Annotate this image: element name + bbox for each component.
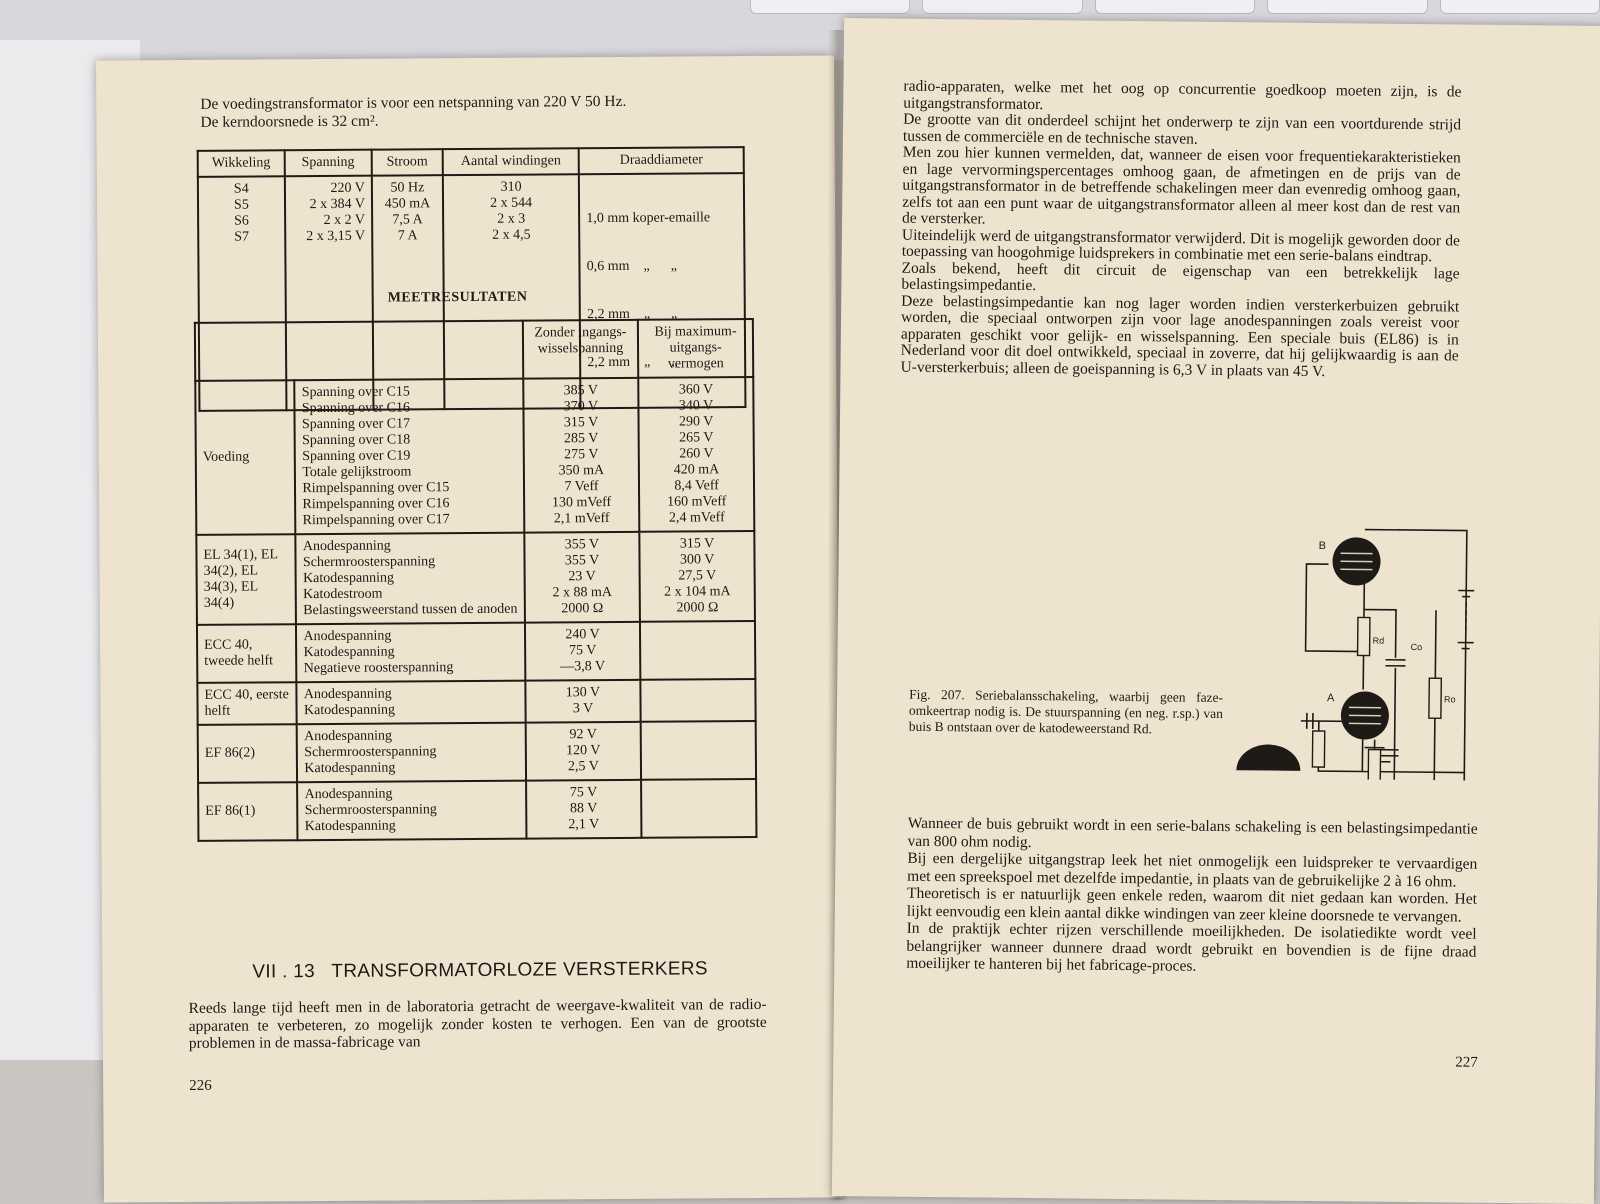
cell-line: 27,5 V: [647, 568, 748, 585]
table-header-row: [195, 319, 753, 381]
circuit-diagram: [1234, 508, 1483, 781]
cell-line: Schermroosterspanning: [303, 554, 517, 571]
cell-line: Katodespanning: [305, 818, 519, 835]
cell-line: 2000 Ω: [531, 601, 633, 618]
keyboard-key: [750, 0, 910, 14]
cell-line: 355 V: [531, 537, 633, 554]
cell-line: Anodespanning: [304, 686, 518, 703]
keyboard-key: [922, 0, 1082, 14]
cell-line: 2,1 mVeff: [531, 511, 633, 528]
results-table: [194, 318, 758, 842]
cell-line: 290 V: [646, 414, 747, 431]
label-tube-b: B: [1319, 540, 1326, 552]
paragraph: Theoretisch is er natuurlijk geen enkele reden, waarom dit niet gedaan kan worden. Het lijkt eenvoudig een klein aantal dikke windingen van zeer kleine doorsnede te vervangen.: [907, 885, 1477, 926]
cell-line: 310: [450, 179, 572, 196]
label-rd: Rd: [1373, 636, 1385, 646]
table-row: [198, 721, 756, 783]
cell-line: 2 x 3: [450, 211, 572, 228]
cathode-capacitor-icon: [1380, 750, 1398, 756]
cell-line: Schermroosterspanning: [305, 802, 519, 819]
page-number: 227: [1455, 1054, 1478, 1071]
paragraph: Zoals bekend, heeft dit circuit de eigenschap van een betrekkelijk lage belastingsimpedantie.: [901, 260, 1459, 299]
cell-line: 360 V: [646, 382, 747, 399]
cell-line: 265 V: [646, 430, 747, 447]
intro-text: [200, 92, 744, 131]
group-name-cell: ECC 40, eerste helft: [197, 682, 297, 725]
cell-line: 2,1 V: [533, 817, 635, 834]
cell-line: Katodespanning: [304, 760, 518, 777]
cell-line: 2 x 384 V: [292, 197, 365, 214]
measurement-labels-cell: [297, 781, 526, 841]
cell-line: 7,5 A: [379, 212, 436, 228]
cell-line: Rimpelspanning over C15: [302, 480, 516, 497]
group-name-cell: EL 34(1), EL 34(2), EL 34(3), EL 34(4): [196, 534, 296, 625]
grid-resistor-icon: [1312, 731, 1324, 767]
label-tube-a: A: [1327, 692, 1335, 704]
cell-line: 450 mA: [379, 196, 436, 212]
speaker-icon: [1236, 744, 1300, 771]
cell-line: Spanning over C19: [302, 448, 516, 465]
cell-line: 350 mA: [530, 463, 632, 480]
col-header: Stroom: [372, 149, 443, 175]
keyboard-key: [1267, 0, 1427, 14]
table-row: [197, 679, 755, 725]
keyboard-key: [1095, 0, 1255, 14]
cell-line: 75 V: [532, 643, 634, 660]
cell-line: 385 V: [530, 383, 632, 400]
max-output-values-cell: [639, 377, 755, 532]
paragraph: Uiteindelijk werd de uitgangstransformator verwijderd. Dit is mogelijk geworden door de toepassing van hoogohmige luidsprekers in combinatie met een serie-balans eindtrap.: [902, 227, 1460, 266]
cell-line: Katodespanning: [304, 644, 518, 661]
cell-line: 240 V: [532, 627, 634, 644]
cell-line: 160 mVeff: [646, 494, 747, 511]
measurement-labels-cell: [297, 723, 526, 783]
cell-line: Spanning over C18: [302, 432, 516, 449]
cell-line: 2 x 544: [450, 195, 572, 212]
cell-line: 2,2 mm „ „: [587, 354, 738, 371]
cell-line: 370 V: [530, 399, 632, 416]
cell-line: 50 Hz: [379, 180, 436, 196]
cell-line: 7 A: [379, 228, 436, 244]
no-input-values-cell: [525, 622, 641, 681]
measurement-labels-cell: [296, 623, 525, 683]
cell-line: 0,6 mm „ „: [587, 258, 738, 275]
label-co: Co: [1411, 642, 1423, 652]
cell-line: 8,4 Veff: [646, 478, 747, 495]
cell-line: 2,2 mm „ „: [587, 306, 738, 323]
intro-line: De kerndoorsnede is 32 cm².: [200, 110, 744, 131]
no-input-values-cell: [523, 378, 640, 533]
table-row: [198, 779, 756, 841]
group-name-cell: EF 86(2): [198, 724, 298, 783]
cell-line: Spanning over C16: [302, 400, 516, 417]
bottom-paragraph: Reeds lange tijd heeft men in de laboratoria getracht de weergave-kwaliteit van de radio-apparaten te verbeteren, zo mogelijk zonder kosten te verhogen. Een van de grootste problemen in de massa-fabricage van: [189, 996, 767, 1053]
cell-line: Belastingsweerstand tussen de anoden: [303, 602, 517, 619]
cell-line: Negatieve roosterspanning: [304, 660, 518, 677]
table-row: [195, 377, 754, 535]
cell-line: Anodespanning: [303, 538, 517, 555]
cell-line: 300 V: [647, 552, 748, 569]
cell-line: 340 V: [646, 398, 747, 415]
label-ro: Ro: [1444, 694, 1456, 704]
measurement-labels-cell: [295, 379, 524, 535]
col-header: Spanning: [284, 150, 371, 177]
cell-line: 75 V: [533, 785, 635, 802]
cell-line: 260 V: [646, 446, 747, 463]
col-header: Aantal windingen: [443, 148, 579, 175]
max-output-values-cell: [641, 721, 756, 780]
col-header: Zonder ingangs-wisselspanning: [522, 320, 638, 379]
cell-line: —3,8 V: [532, 659, 634, 676]
cell-line: 2 x 2 V: [292, 213, 365, 230]
cell-line: 130 V: [532, 685, 634, 702]
right-text-block: [900, 79, 1461, 382]
no-input-values-cell: [524, 532, 640, 623]
no-input-values-cell: [526, 780, 642, 839]
keyboard-edge: [750, 0, 1600, 14]
intro-line: De voedingstransformator is voor een netspanning van 220 V 50 Hz.: [200, 92, 744, 113]
cell-line: 2 x 3,15 V: [292, 229, 365, 246]
cell-line: 355 V: [531, 553, 633, 570]
cathode-resistor-icon: [1368, 750, 1380, 781]
cell-line: 220 V: [292, 181, 365, 198]
wire: [1394, 668, 1395, 780]
cell-line: Katodestroom: [303, 586, 517, 603]
cell-line: S6: [205, 213, 278, 230]
figure-caption: Fig. 207. Seriebalansschakeling, waarbij geen faze-omkeertrap nodig is. De stuurspanning (en neg. r.sp.) van buis B ontstaan over de katodeweerstand Rd.: [909, 687, 1223, 738]
col-header: Wikkeling: [198, 150, 285, 177]
max-output-values-cell: [640, 621, 755, 680]
cell-line: 23 V: [531, 569, 633, 586]
cell-line: 2 x 88 mA: [531, 585, 633, 602]
col-header: [195, 321, 523, 381]
max-output-values-cell: [640, 531, 755, 622]
cell-line: Anodespanning: [303, 628, 517, 645]
cell-line: 1,0 mm koper-emaille: [586, 210, 737, 227]
cell-line: Rimpelspanning over C16: [302, 496, 516, 513]
paragraph: Deze belastingsimpedantie kan nog lager worden indien versterkerbuizen gebruikt worden, die speciaal ontworpen zijn voor lage anodespanningen zoals vereist voor apparaten geschikt voor gelijk- en wisselspanning. Een speciale buis (EL86) is in Nederland voor dit doel ontwikkeld, speciaal in zoverre, dat hij gelijkwaardig is aan de U-versterkerbuis; alleen de goeispanning is 6,3 V in plaats van 45 V.: [900, 293, 1459, 381]
cell-line: Schermroosterspanning: [304, 744, 518, 761]
cell-line: 2 x 104 mA: [647, 584, 748, 601]
cell-line: 120 V: [532, 743, 634, 760]
paragraph: Wanneer de buis gebruikt wordt in een serie-balans schakeling is een belastingsimpedantie van 800 ohm nodig.: [907, 815, 1477, 856]
cell-line: 88 V: [533, 801, 635, 818]
results-body: [195, 377, 756, 841]
resistor-rd-icon: [1358, 617, 1370, 655]
right-bottom-text: [906, 815, 1478, 978]
cell-line: 315 V: [647, 536, 748, 553]
cell-line: 7 Veff: [531, 479, 633, 496]
cell-line: S5: [205, 197, 278, 214]
cell-line: 2000 Ω: [647, 600, 748, 617]
cell-line: 130 mVeff: [531, 495, 633, 512]
section-title: VII . 13 TRANSFORMATORLOZE VERSTERKERS: [252, 958, 708, 983]
group-name-cell: Voeding: [195, 380, 295, 535]
cell-line: Anodespanning: [305, 786, 519, 803]
cell-line: Totale gelijkstroom: [302, 464, 516, 481]
measurement-labels-cell: [297, 681, 526, 725]
cell-line: Spanning over C15: [302, 384, 516, 401]
paragraph: radio-apparaten, welke met het oog op concurrentie goedkoop moeten zijn, is de uitgangstransformator.: [903, 79, 1461, 118]
cell-line: Spanning over C17: [302, 416, 516, 433]
cell-line: Rimpelspanning over C17: [303, 512, 517, 529]
group-name-cell: ECC 40, tweede helft: [197, 624, 297, 683]
cell-line: Katodespanning: [304, 702, 518, 719]
cell-line: Anodespanning: [304, 728, 518, 745]
cell-line: 420 mA: [646, 462, 747, 479]
cell-line: 275 V: [530, 447, 632, 464]
capacitor-co-icon: [1385, 660, 1405, 666]
group-name-cell: EF 86(1): [198, 782, 298, 841]
cell-line: Katodespanning: [303, 570, 517, 587]
page-number: 226: [189, 1078, 212, 1095]
cell-line: S7: [205, 229, 278, 246]
table-header-row: [198, 147, 744, 177]
cell-line: 2,4 mVeff: [646, 510, 747, 527]
paragraph: Bij een dergelijke uitgangstrap leek het niet onmogelijk een luidspreker te vervaardigen met een spreekspoel met dezelfde impedantie, in plaats van de gebruikelijke 2 à 16 ohm.: [907, 850, 1477, 891]
max-output-values-cell: [641, 679, 756, 722]
no-input-values-cell: [525, 680, 641, 723]
paragraph: In de praktijk echter rijzen verschillende moeilijkheden. De isolatiedikte wordt veel belangrijker wanneer dunnere draad wordt gebruikt en bovendien is de fijne draad moeilijker te hanteren bij het fabricage-proces.: [906, 920, 1477, 978]
results-title: MEETRESULTATEN: [388, 290, 528, 307]
col-header: Bij maximum-uitgangs-vermogen: [638, 319, 753, 378]
cell-line: 285 V: [530, 431, 632, 448]
col-header: Draaddiameter: [579, 147, 744, 174]
no-input-values-cell: [525, 722, 641, 781]
paragraph: Men zou hier kunnen vermelden, dat, wanneer de eisen voor frequentiekarakteristieken en lage vervormingspercentages omhoog gaan, de afmetingen en de prijs van de uitgangstransformator in de betreffende schakelingen meer dan evenredig omhoog gaan, zelfs tot aan een punt waar de uitgangstransformator alleen al meer kost dan de rest van de versterker.: [902, 145, 1461, 233]
measurement-labels-cell: [296, 533, 525, 625]
keyboard-key: [1440, 0, 1600, 14]
table-row: [196, 531, 755, 625]
cell-line: S4: [205, 181, 278, 198]
table-row: [197, 621, 755, 683]
resistor-ro-icon: [1429, 678, 1441, 718]
paragraph: De grootte van dit onderdeel schijnt het onderwerp te zijn van een voortdurende strijd tussen de commerciële en de technische staven.: [903, 112, 1461, 151]
cell-line: 92 V: [532, 727, 634, 744]
cell-line: 2,5 V: [533, 759, 635, 776]
right-page: [832, 18, 1600, 1204]
cell-line: 315 V: [530, 415, 632, 432]
left-page: [96, 55, 842, 1202]
max-output-values-cell: [641, 779, 756, 838]
cell-line: 3 V: [532, 701, 634, 718]
cell-line: 2 x 4,5: [450, 227, 572, 244]
